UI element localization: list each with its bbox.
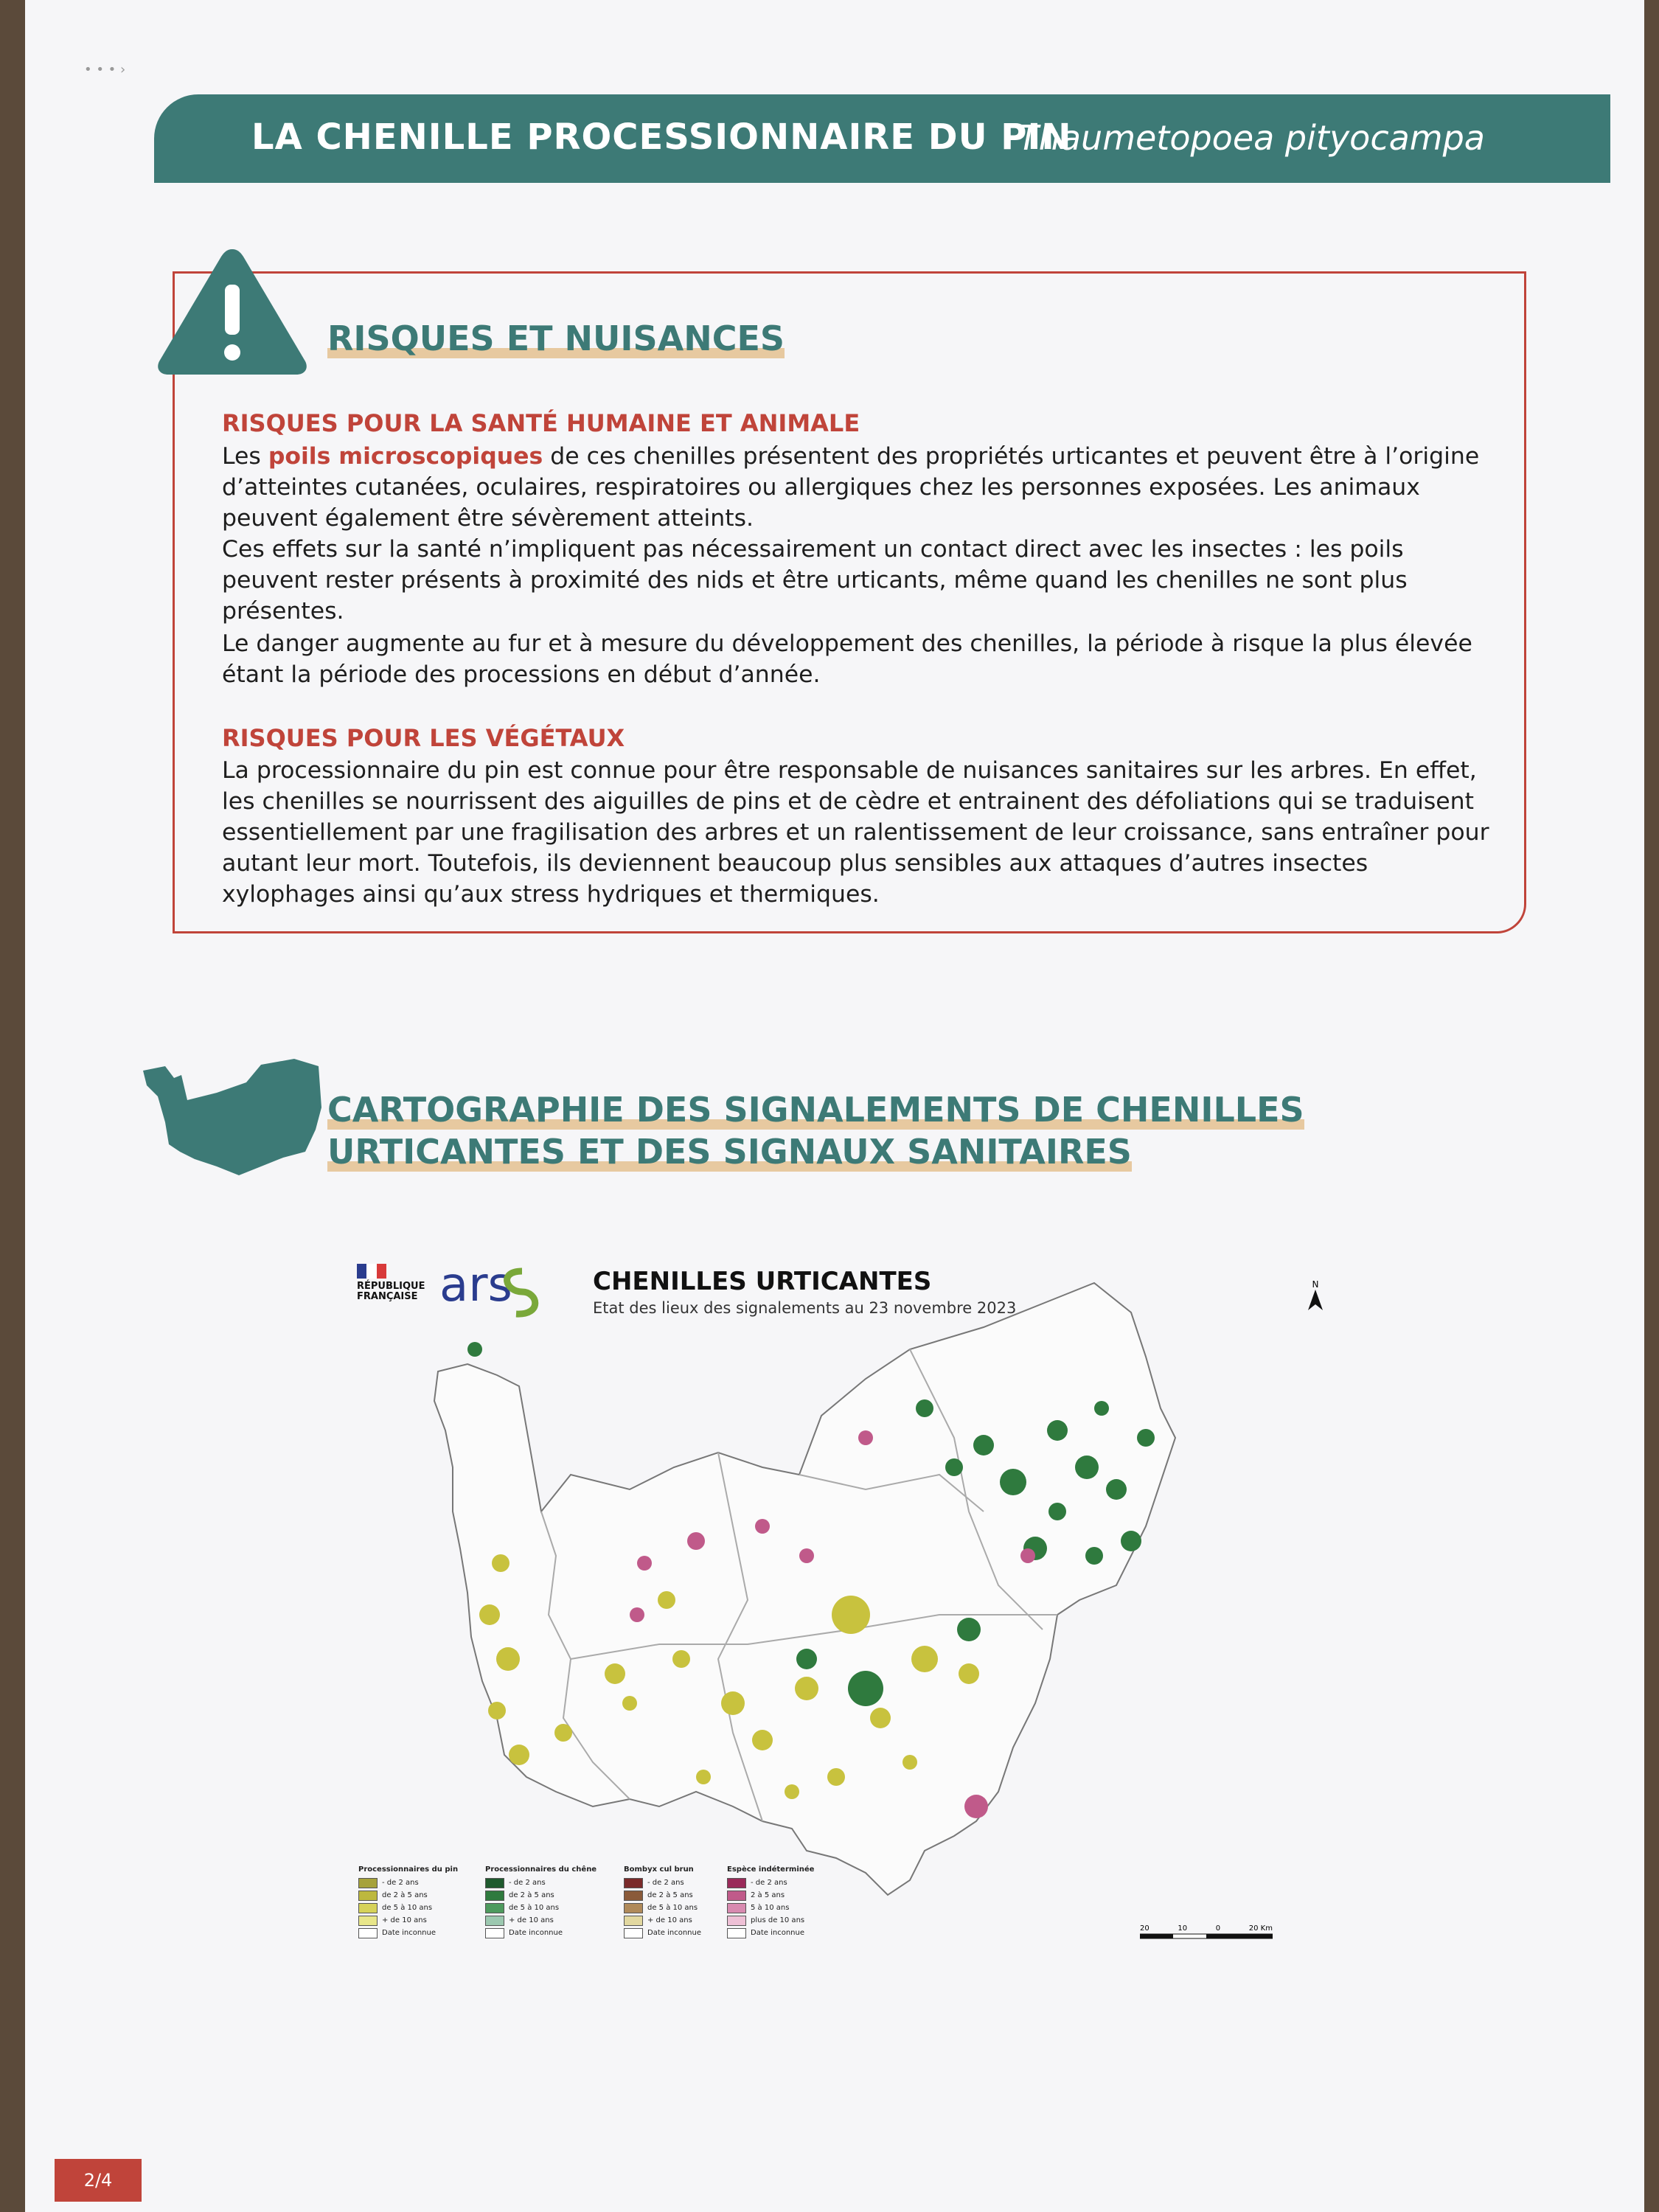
legend-item (624, 1902, 701, 1914)
legend-swatch (485, 1891, 504, 1901)
legend-item (358, 1927, 458, 1939)
map-legend (485, 1865, 597, 1939)
health-risks-paragraph-3: Le danger augmente au fur et à mesure du développement des chenilles, la période à risque la plus élevée étant la période des processions en début d’année. (222, 630, 1472, 688)
north-arrow-icon: N (1308, 1279, 1323, 1313)
legend-swatch (358, 1928, 378, 1938)
legend-label: + de 10 ans (509, 1916, 554, 1924)
legend-title: Processionnaires du chêne (485, 1865, 597, 1874)
highlight-text: poils microscopiques (268, 443, 543, 470)
legend-swatch (485, 1916, 504, 1926)
legend-swatch (624, 1916, 643, 1926)
legend-item (727, 1889, 814, 1902)
legend-item (624, 1877, 701, 1889)
legend-swatch (358, 1916, 378, 1926)
legend-item (624, 1914, 701, 1927)
legend-item (358, 1877, 458, 1889)
legend-swatch (727, 1878, 746, 1888)
map-subtitle: Etat des lieux des signalements au 23 novembre 2023 (593, 1299, 1017, 1317)
legend-swatch (727, 1928, 746, 1938)
legend-item (485, 1927, 597, 1939)
legend-swatch (485, 1903, 504, 1913)
legend-label: + de 10 ans (647, 1916, 692, 1924)
legend-item (727, 1877, 814, 1889)
legend-item (727, 1902, 814, 1914)
legend-label: de 5 à 10 ans (382, 1904, 433, 1912)
map-legend (358, 1865, 458, 1939)
legend-label: de 5 à 10 ans (509, 1904, 560, 1912)
legend-label: de 2 à 5 ans (509, 1891, 554, 1899)
legend-swatch (727, 1891, 746, 1901)
risks-section-title: RISQUES ET NUISANCES (327, 319, 785, 358)
legend-item (485, 1914, 597, 1927)
legend-item (624, 1889, 701, 1902)
health-risks-title: RISQUES POUR LA SANTÉ HUMAINE ET ANIMALE (222, 409, 860, 437)
legend-item (358, 1889, 458, 1902)
map-legend (727, 1865, 814, 1939)
legend-label: plus de 10 ans (751, 1916, 805, 1924)
map-region-outline (434, 1283, 1175, 1895)
logo-rf-text: RÉPUBLIQUE FRANÇAISE (357, 1281, 425, 1302)
legend-swatch (358, 1891, 378, 1901)
legend-item (358, 1902, 458, 1914)
legend-label: + de 10 ans (382, 1916, 427, 1924)
legend-label: Date inconnue (647, 1929, 701, 1937)
legend-label: - de 2 ans (382, 1879, 419, 1887)
plant-risks-paragraph: La processionnaire du pin est connue pour être responsable de nuisances sanitaires sur les arbres. En effet, les chenilles se nourrissent des aiguilles de pins et de cèdre et entrainent des défoliations qui se traduisent essentiellement par une fragilisation des arbres et un ralentissement de leur croissance, sans entraîner pour autant leur mort. Toutefois, ils deviennent beaucoup plus sensibles aux attaques d’autres insectes xylophages ainsi qu’aux stress hydriques et thermiques. (222, 757, 1489, 908)
legend-item (727, 1927, 814, 1939)
header-species: Thaumetopoea pityocampa (1018, 118, 1485, 158)
legend-item (624, 1927, 701, 1939)
legend-item (727, 1914, 814, 1927)
legend-swatch (624, 1878, 643, 1888)
cartography-title-line-1: CARTOGRAPHIE DES SIGNALEMENTS DE CHENILLES (327, 1090, 1304, 1130)
legend-title: Processionnaires du pin (358, 1865, 459, 1874)
legend-label: 2 à 5 ans (751, 1891, 785, 1899)
legend-swatch (624, 1903, 643, 1913)
legend-label: de 2 à 5 ans (647, 1891, 693, 1899)
warning-icon (155, 246, 310, 378)
legend-swatch (624, 1891, 643, 1901)
legend-item (358, 1914, 458, 1927)
legend-item (485, 1889, 597, 1902)
legend-label: Date inconnue (751, 1929, 804, 1937)
legend-swatch (624, 1928, 643, 1938)
cartography-title-line-2: URTICANTES ET DES SIGNAUX SANITAIRES (327, 1132, 1132, 1172)
legend-title: Espèce indéterminée (727, 1865, 815, 1874)
page-number-badge: 2/4 (55, 2159, 142, 2202)
legend-label: de 2 à 5 ans (382, 1891, 428, 1899)
legend-swatch (358, 1903, 378, 1913)
header-band (154, 94, 1610, 183)
legend-label: Date inconnue (382, 1929, 436, 1937)
decorative-dots: • • • › (84, 62, 126, 77)
legend-label: - de 2 ans (751, 1879, 787, 1887)
legend-label: Date inconnue (509, 1929, 563, 1937)
legend-item (485, 1877, 597, 1889)
legend-title: Bombyx cul brun (624, 1865, 694, 1874)
normandy-map (349, 1246, 1367, 1961)
legend-swatch (727, 1916, 746, 1926)
header-title: LA CHENILLE PROCESSIONNAIRE DU PIN (251, 116, 1072, 158)
health-risks-paragraph-2: Ces effets sur la santé n’impliquent pas nécessairement un contact direct avec les insectes : les poils peuvent rester présents à proximité des nids et être urticants, même quand les chenilles ne sont plus présentes. (222, 536, 1408, 625)
legend-swatch (358, 1878, 378, 1888)
document-page (25, 0, 1644, 2212)
legend-item (485, 1902, 597, 1914)
legend-swatch (727, 1903, 746, 1913)
legend-label: 5 à 10 ans (751, 1904, 790, 1912)
legend-swatch (485, 1928, 504, 1938)
map-title: CHENILLES URTICANTES (593, 1267, 932, 1296)
legend-label: - de 2 ans (647, 1879, 684, 1887)
ars-logo-text: ars (439, 1258, 512, 1312)
normandy-region-icon (136, 1056, 335, 1181)
legend-label: - de 2 ans (509, 1879, 546, 1887)
health-risks-paragraph-1: Les poils microscopiques de ces chenilles présentent des propriétés urticantes et peuvent être à l’origine d’atteintes cutanées, oculaires, respiratoires ou allergiques chez les personnes exposées. Les animaux peuvent également être sévèrement atteints. (222, 443, 1480, 532)
map-legend (624, 1865, 701, 1939)
legend-label: de 5 à 10 ans (647, 1904, 698, 1912)
map-scale-bar: 20 10 0 20 Km (1140, 1924, 1273, 1942)
plant-risks-title: RISQUES POUR LES VÉGÉTAUX (222, 724, 625, 752)
legend-swatch (485, 1878, 504, 1888)
